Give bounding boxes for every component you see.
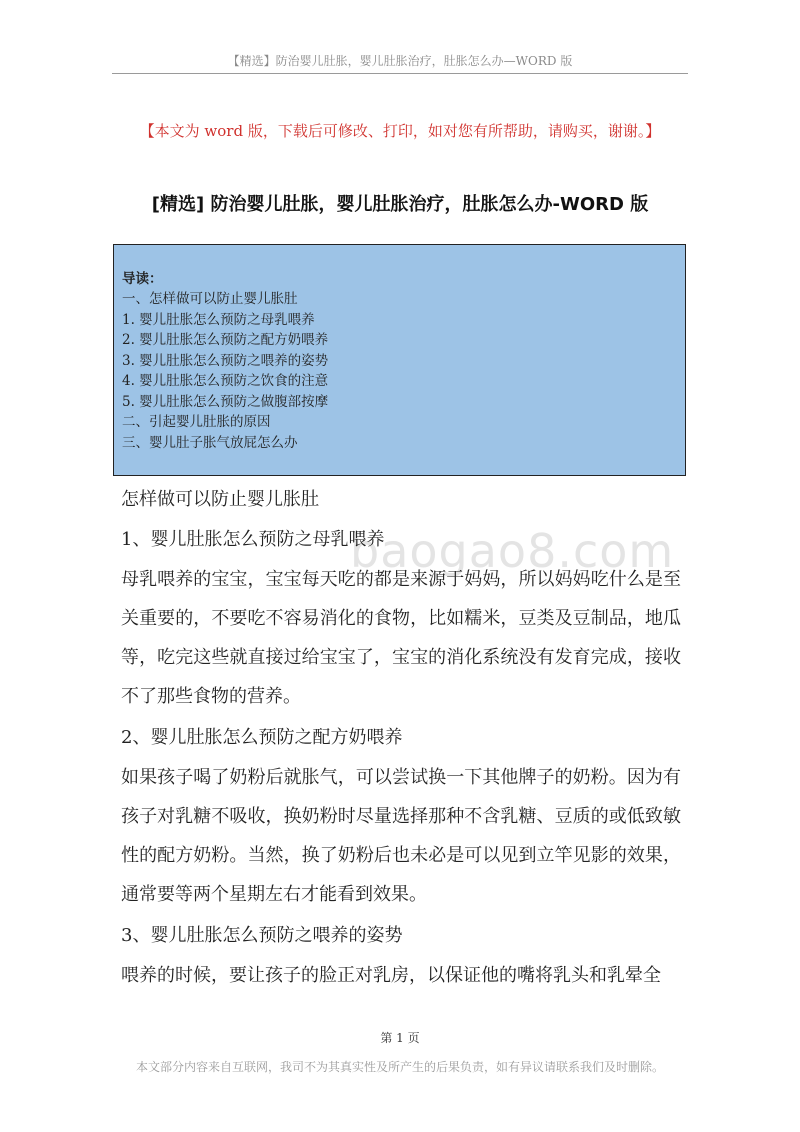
toc-item: 3. 婴儿肚胀怎么预防之喂养的姿势 [122,352,329,369]
toc-item: 三、婴儿肚子胀气放屁怎么办 [122,434,298,451]
toc-item: 二、引起婴儿肚胀的原因 [122,414,271,430]
toc-item: 2. 婴儿肚胀怎么预防之配方奶喂养 [122,332,329,348]
toc-item: 4. 婴儿肚胀怎么预防之饮食的注意 [122,373,329,389]
document-body [121,480,681,997]
table-of-contents [113,244,686,476]
toc-item: 5. 婴儿肚胀怎么预防之做腹部按摩 [122,393,329,410]
document-title: [精选] 防治婴儿肚胀，婴儿肚胀治疗，肚胀怎么办-WORD 版 [151,194,649,215]
watermark: baogao8.com [350,524,675,578]
download-notice: 【本文为 word 版，下载后可修改、打印，如对您有所帮助，请购买，谢谢。】 [139,122,661,140]
page-footer: 本文部分内容来自互联网，我司不为其真实性及所产生的后果负责，如有异议请联系我们及时删除。 [135,1060,664,1074]
subheading-breastfeeding: 1、婴儿肚胀怎么预防之母乳喂养 [121,529,385,550]
paragraph-breastfeeding: 母乳喂养的宝宝，宝宝每天吃的都是来源于妈妈，所以妈妈吃什么是至关重要的，不要吃不容易消化的食物，比如糯米，豆类及豆制品，地瓜等，吃完这些就直接过给宝宝了，宝宝的消化系统没有发育完成，接收不了那些食物的营养。 [121,569,681,707]
paragraph-formula: 如果孩子喝了奶粉后就胀气，可以尝试换一下其他牌子的奶粉。因为有孩子对乳糖不吸收，换奶粉时尽量选择那种不含乳糖、豆质的或低致敏性的配方奶粉。当然，换了奶粉后也未必是可以见到立竿见影的效果，通常要等两个星期左右才能看到效果。 [121,767,681,905]
page-number: 第 1 页 [380,1031,420,1045]
paragraph-posture: 喂养的时候，要让孩子的脸正对乳房，以保证他的嘴将乳头和乳晕全 [121,965,661,986]
page-header: 【精选】防治婴儿肚胀，婴儿肚胀治疗，肚胀怎么办—WORD 版 [112,52,688,74]
subheading-posture: 3、婴儿肚胀怎么预防之喂养的姿势 [121,925,403,946]
toc-item: 一、怎样做可以防止婴儿胀肚 [122,291,298,307]
subheading-formula: 2、婴儿肚胀怎么预防之配方奶喂养 [121,727,403,748]
section-heading: 怎样做可以防止婴儿胀肚 [121,489,319,510]
toc-lead: 导读： [122,271,163,287]
toc-item: 1. 婴儿肚胀怎么预防之母乳喂养 [122,311,315,328]
